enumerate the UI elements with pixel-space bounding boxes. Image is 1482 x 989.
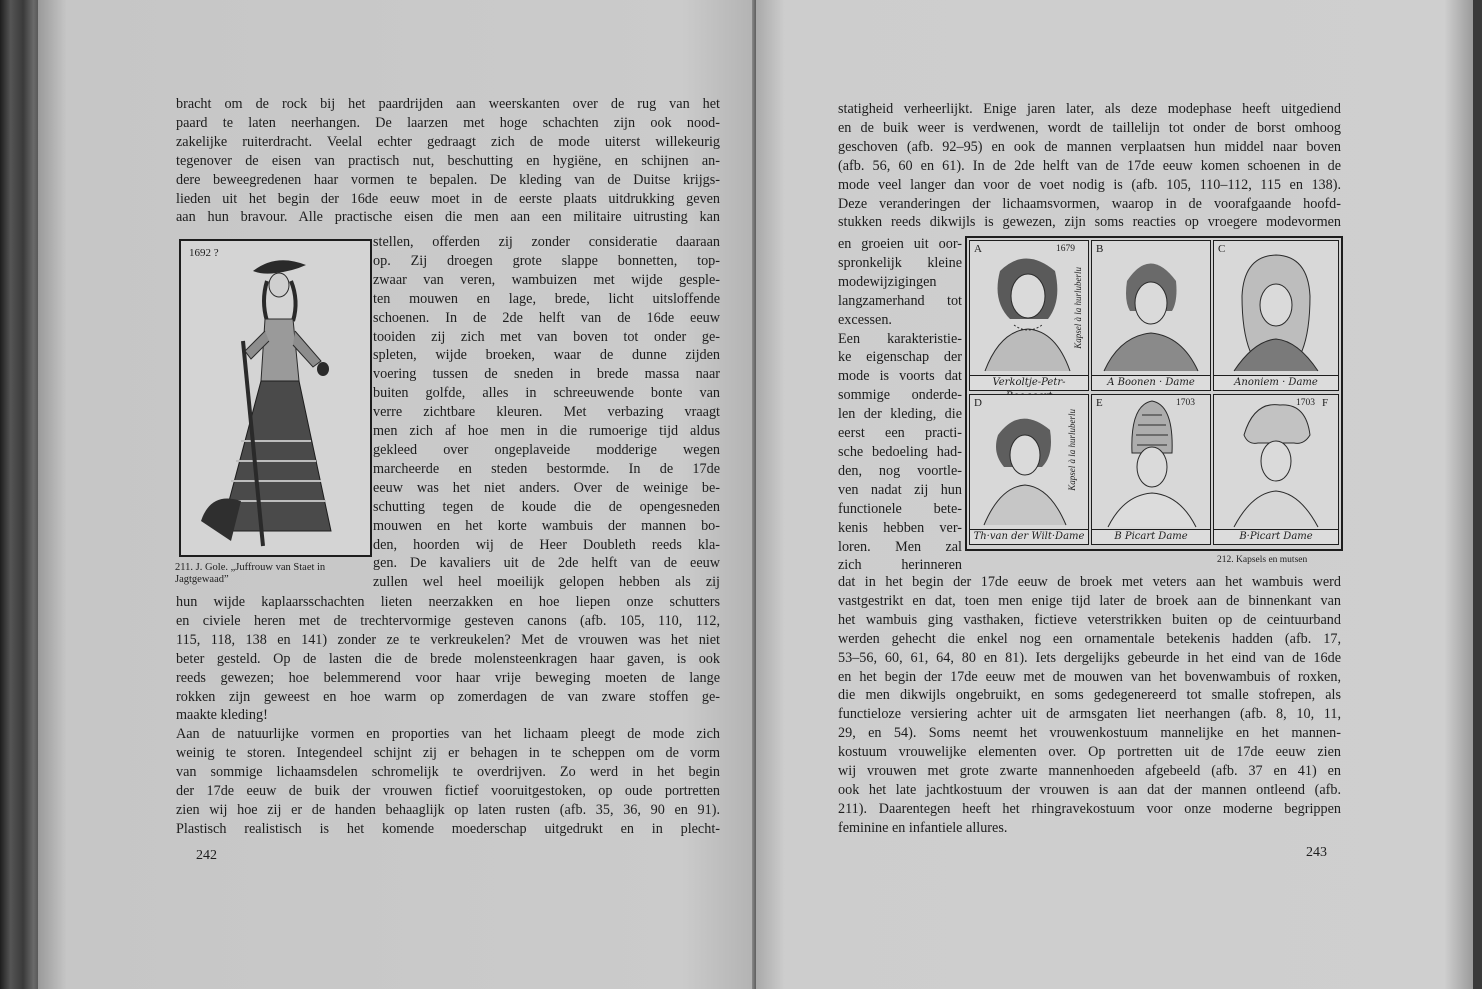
text-line: hun wijde kaplaarsschachten lieten neerzakken en hoe liepen onze schutters [176,594,720,610]
text-line: vastgestrikt en dat, toen men enige tijd later de broek aan de binnenkant van [838,592,1341,609]
text-line: Een karakteristie- [838,330,962,347]
text-line: beter gesteld. Op de lasten die de brede molensteenkragen haar gaven, is ook [176,650,720,667]
text-line: Aan de natuurlijke vormen en proporties van het lichaam pleegt de mode zich [176,726,720,743]
text-line: rokken zijn geweest en hoe warm op zomerdagen de van zware stoffen ge- [176,688,720,705]
left-top-paragraph [176,95,720,227]
text-line: reeds gewezen; hoe belemmerend voor haar vrije beweging moeten de lange [176,669,720,686]
cell-signature: B·Picart Dame [1214,529,1338,544]
portrait-high-curls-illustration [1092,241,1210,376]
text-line: men zich af hoe men in die rumoerige tijd aldus [373,423,720,440]
text-line: der 17de eeuw de buik der vrouwen fictief vooruitgestoken, op oude portretten [176,783,720,800]
text-line: gen. De kavaliers uit de 2de helft van de eeuw [373,555,720,572]
text-line: paard te laten neerhangen. De laarzen met hoge schachten zijn ook nood- [176,114,720,131]
text-line: mode veel langer dan voor de voet nodig is (afb. 105, 110–112, 115 en 138). [838,176,1341,193]
cell-letter: E [1096,397,1103,409]
text-line: aan hun bravour. Alle practische eisen die men aan een militaire uitrusting kan [176,209,720,226]
portrait-profile-curls-illustration [970,395,1088,530]
text-line: spronkelijk kleine [838,254,962,271]
text-line: zullen wel heel moeilijk gelopen hebben als zij [373,574,720,591]
text-line: 53–56, 60, 61, 64, 80 en 81). Iets dergelijks gebeurde in het eind van de 16de [838,649,1341,666]
cell-letter: A [974,243,982,255]
text-line: ook het late jachtkostuum der vrouwen is aan dat der mannen ontleend (afb. [838,781,1341,798]
text-line: statigheid verheerlijkt. Enige jaren later, als deze modephase heeft uitgediend [838,101,1341,117]
portrait-bonnet-illustration [1214,241,1338,376]
text-line: bracht om de rock bij het paardrijden aan weerskanten over de rug van het [176,96,720,112]
left-page [38,0,754,989]
plate-cell-b [1091,240,1211,391]
text-line: eeuw was het niet anders. Over de weinige be- [373,479,720,496]
text-line: functieloze versiering achter uit de armsgaten liet neerhangen (afb. 8, 10, 11, [838,706,1341,723]
text-line: werden gehecht die enkel nog een ornamentale betekenis hadden (afb. 17, [838,630,1341,647]
figure-212-plate [965,236,1343,551]
text-line: stukken reeds dikwijls is gewezen, zijn soms reacties op vroegere modevormen [838,214,1341,231]
cell-signature: B Picart Dame [1092,529,1210,544]
text-line: modewijzigingen [838,273,937,290]
book-spine [0,0,42,989]
cell-year: 1679 [1056,244,1075,254]
cell-signature: A Boonen · Dame [1092,375,1210,390]
page-number: 242 [196,848,217,863]
text-line: Deze veranderingen der lichaamsvormen, waarop in de voorafgaande hoofd- [838,195,1341,212]
cell-letter: B [1096,243,1104,255]
portrait-curled-hair-illustration [970,241,1088,376]
cell-letter: C [1218,243,1226,255]
text-line: sche bedoeling had- [838,443,962,460]
text-line: len der kleding, die [838,406,962,423]
text-line: excessen. [838,311,892,328]
text-line: verre zichtbare kleuren. Met verbazing vraagt [373,404,720,421]
text-line: (afb. 56, 60 en 61). In de 2de helft van de 17de eeuw komen schoenen in de [838,157,1341,174]
cell-letter: D [974,397,982,409]
right-top-paragraph [838,100,1341,232]
text-line: kostuum vrouwelijke elementen over. Op portretten uit de 17de eeuw zien [838,744,1341,761]
page-number: 243 [1306,845,1327,860]
text-line: langzamerhand tot [838,292,962,309]
figure-212-caption: 212. Kapsels en mutsen [1217,555,1308,565]
text-line: 29, en 54). Soms neemt het vrouwenkostuum mannelijke en het mannen- [838,725,1341,742]
text-line: marcheerde en steden bestormde. In de 17de [373,460,720,477]
text-line: zich herinneren [838,557,962,574]
text-line: en het begin der 17de eeuw met de mouwen van het bovenwambuis of roxken, [838,668,1341,685]
right-wrap-paragraph [838,235,962,575]
text-line: gekleed over ongeplaveide modderige wegen [373,441,720,458]
left-bottom-paragraph [176,593,720,839]
figure-211-woman-hunting-costume [179,239,372,557]
left-wrap-paragraph [373,233,720,592]
text-line: spleten, wijde broeken, waar de dunne zijden [373,347,720,364]
text-line: zakelijke ruiterdracht. Veelal echter gedraagt zich de mode uiterst willekeurig [176,133,720,150]
text-line: wij vrouwen met grote zwarte mannenhoeden afgebeeld (afb. 37 en 41) en [838,763,1341,780]
right-page [756,0,1473,989]
text-line: en de buik weer is verdwenen, wordt de taillelijn tot onder de borst omhoog [838,119,1341,136]
right-bottom-paragraph [838,573,1341,838]
woman-in-hunting-dress-illustration [181,241,370,555]
cell-vertical-label: Kapsel à la hurluberlu [1073,267,1083,349]
text-line: tooiden zij zich met van boven tot onder ge- [373,328,720,345]
text-line: kenis hebben ver- [838,519,962,536]
text-line: het wambuis ging vasthaken, fictieve veterstrikken buiten op de ceintuurband [838,611,1341,628]
text-line: mode is voorts dat [838,368,962,385]
text-line: zien wij hoe zij er de handen behaaglijk op laten rusten (afb. 35, 36, 90 en 91). [176,801,720,818]
text-line: lieden uit het begin der 16de eeuw moet in de eerste plaats uitdrukking geven [176,190,720,207]
text-line: feminine en infantiele allures. [838,819,1008,836]
text-line: den, nog voortle- [838,462,962,479]
book-edge [1473,0,1482,989]
plate-cell-c [1213,240,1339,391]
text-line: 115, 118, 138 en 141) zonder ze te verkreukelen? Met de vrouwen was het niet [176,631,720,648]
text-line: ven nadat zij hun [838,481,962,498]
text-line: voering tussen de sneden in brede massa naar [373,366,720,383]
text-line: loren. Men zal [838,538,962,555]
text-line: dat in het begin der 17de eeuw de broek met veters aan het wambuis werd [838,574,1341,590]
portrait-fontange-illustration [1092,395,1210,530]
text-line: en civiele heren met de trechtervormige gesteven canons (afb. 105, 110, 112, [176,612,720,629]
text-line: van sommige lichaamsdelen schromelijk te overdrijven. Zo werd in het begin [176,764,720,781]
figure-year: 1692 ? [189,247,219,259]
text-line: schoenen. In de 2de helft van de 16de eeuw [373,309,720,326]
cell-year: 1703 [1296,398,1315,408]
text-line: dere beweegredenen haar vormen te bepalen. De kleding van de Duitse krijgs- [176,171,720,188]
cell-year: 1703 [1176,398,1195,408]
text-line: en groeien uit oor- [838,236,962,252]
plate-cell-f [1213,394,1339,545]
text-line: geschoven (afb. 92–95) en ook de mannen verplaatsen hun middel naar boven [838,138,1341,155]
cell-signature: Verkoltje-Petr- [970,375,1088,390]
text-line: maakte kleding! [176,707,268,724]
text-line: stellen, offerden zij zonder consideratie daaraan [373,234,720,250]
portrait-lace-cap-illustration [1214,395,1338,530]
text-line: Plastisch realistisch is het komende moederschap uitgedrukt en in plecht- [176,820,720,837]
figure-211-caption: 211. J. Gole. „Juffrouw van Staet in Jagtgewaad” [175,562,326,585]
plate-cell-a [969,240,1089,391]
cell-signature: Anoniem · Dame [1214,375,1338,390]
text-line: schutting tegen de koude die de opengesneden [373,498,720,515]
text-line: mouwen en het korte wambuis der mannen bo- [373,517,720,534]
text-line: functionele bete- [838,500,962,517]
text-line: buiten golfde, alles in schreeuwende bonte van [373,385,720,402]
cell-signature: Th·van der Wilt·Dame [970,529,1088,544]
text-line: weinig te storen. Integendeel schijnt zij er behagen in te scheppen om de vorm [176,745,720,762]
text-line: ke eigenschap der [838,349,962,366]
text-line: zwaar van veren, wambuizen met wijde gesple- [373,271,720,288]
text-line: die men dikwijls ongebruikt, en soms gedegenereerd tot smalle stofrepen, als [838,687,1341,704]
text-line: eerst een practi- [838,425,962,442]
text-line: 211). Daarentegen heeft het rhingravekostuum voor onze moderne begrippen [838,800,1341,817]
plate-cell-e [1091,394,1211,545]
text-line: ten mouwen en lage, brede, licht uitsloffende [373,290,720,307]
cell-letter: F [1322,397,1329,409]
text-line: sommige onderde- [838,387,962,404]
cell-vertical-label: Kapsel à la hurluberlu [1067,409,1077,491]
text-line: den, hoorden wij de Heer Doubleth reeds kla- [373,536,720,553]
text-line: tegenover de eisen van practisch nut, beschutting en hygiëne, en schijnen an- [176,152,720,169]
text-line: op. Zij droegen grote slappe bonnetten, top- [373,252,720,269]
plate-cell-d [969,394,1089,545]
